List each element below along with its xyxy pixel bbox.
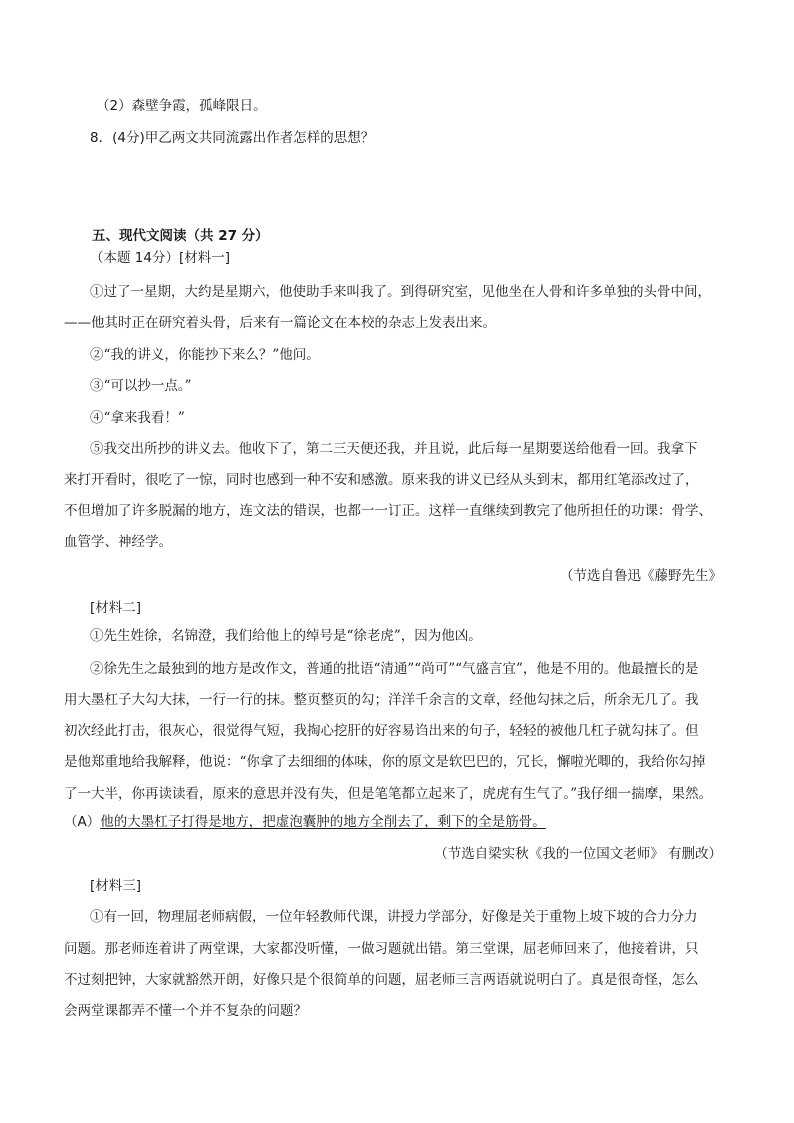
material1-header: （本题 14分）[材料一] bbox=[90, 250, 231, 266]
m1-paragraph5-line1: ⑤我交出所抄的讲义去。他收下了，第二三天便还我，并且说，此后每一星期要送给他看一回。我拿下 bbox=[90, 441, 698, 457]
material3-header: [材料三] bbox=[90, 878, 142, 894]
m3-paragraph1-line1: ①有一回，物理屈老师病假，一位年轻教师代课，讲授力学部分，好像是关于重物上坡下坡的合力分力 bbox=[90, 909, 698, 925]
m2-paragraph2-line5: 了一大半，你再读读看，原来的意思并没有失，但是笔笔都立起来了，虎虎有生气了。”我仔细一揣摩，果然。 bbox=[64, 786, 713, 802]
m1-paragraph1-line2: ——他其时正在研究着头骨，后来有一篇论文在本校的杂志上发表出来。 bbox=[64, 315, 496, 331]
m2-paragraph2-line3: 初次经此打击，很灰心，很觉得气短，我掏心挖肝的好容易诌出来的句子，轻轻的被他几杠子就勾抹了。但 bbox=[64, 723, 699, 739]
m1-paragraph4: ④“拿来我看！” bbox=[90, 410, 185, 426]
m2-paragraph2-line2: 用大墨杠子大勾大抹，一行一行的抹。整页整页的勾；洋洋千余言的文章，经他勾抹之后，所余无几了。我 bbox=[64, 692, 699, 708]
m3-paragraph1-line2: 问题。那老师连着讲了两堂课，大家都没听懂，一做习题就出错。第三堂课，屈老师回来了，他接着讲，只 bbox=[64, 941, 699, 957]
answer-space bbox=[90, 155, 730, 225]
m3-paragraph1-line3: 不过刻把钟，大家就豁然开朗，好像只是个很简单的问题，屈老师三言两语就说明白了。真是很奇怪，怎么 bbox=[64, 972, 699, 988]
m1-paragraph2: ②“我的讲义，你能抄下来么？”他问。 bbox=[90, 347, 320, 363]
m1-paragraph1-line1: ①过了一星期，大约是星期六，他使助手来叫我了。到得研究室，见他坐在人骨和许多单独的头骨中间， bbox=[90, 284, 711, 300]
m1-source: （节选自鲁迅《藤野先生》 bbox=[560, 568, 722, 584]
m1-paragraph5-line4: 血管学、神经学。 bbox=[64, 534, 172, 550]
m2-sentence-a bbox=[64, 812, 546, 832]
m2-paragraph2-line1: ②徐先生之最独到的地方是改作文，普通的批语“清通”“尚可”“气盛言宜”，他是不用的。他最擅长的是 bbox=[90, 661, 699, 677]
m3-paragraph1-line4: 会两堂课都弄不懂一个并不复杂的问题？ bbox=[64, 1003, 307, 1019]
question-8: 8．(4分)甲乙两文共同流露出作者怎样的思想？ bbox=[90, 130, 375, 146]
material2-header: [材料二] bbox=[90, 600, 142, 616]
m2-source: （节选自梁实秋《我的一位国文老师》 有删改） bbox=[434, 846, 722, 862]
underlined-sentence-a: 他的大墨杠子打得是地方，把虚泡囊肿的地方全削去了，剩下的全是筋骨。 bbox=[100, 814, 546, 830]
sentence-a-label: （A） bbox=[64, 814, 101, 830]
m1-paragraph3: ③“可以抄一点。” bbox=[90, 378, 192, 394]
m2-paragraph2-line4: 是他郑重地给我解释，他说：“你拿了去细细的体味，你的原文是软巴巴的，冗长，懈啦光唧的，我给你勾掉 bbox=[64, 754, 706, 770]
m2-paragraph1: ①先生姓徐，名锦澄，我们给他上的绰号是“徐老虎”，因为他凶。 bbox=[90, 628, 482, 644]
m1-paragraph5-line2: 来打开看时，很吃了一惊，同时也感到一种不安和感激。原来我的讲义已经从头到末，都用红笔添改过了， bbox=[64, 472, 699, 488]
section-title: 五、现代文阅读（共 27 分） bbox=[92, 228, 269, 244]
q7-item2: （2）森壁争霞，孤峰限日。 bbox=[96, 98, 267, 114]
m1-paragraph5-line3: 不但增加了许多脱漏的地方，连文法的错误，也都一一订正。这样一直继续到教完了他所担任的功课：骨学、 bbox=[64, 503, 712, 519]
